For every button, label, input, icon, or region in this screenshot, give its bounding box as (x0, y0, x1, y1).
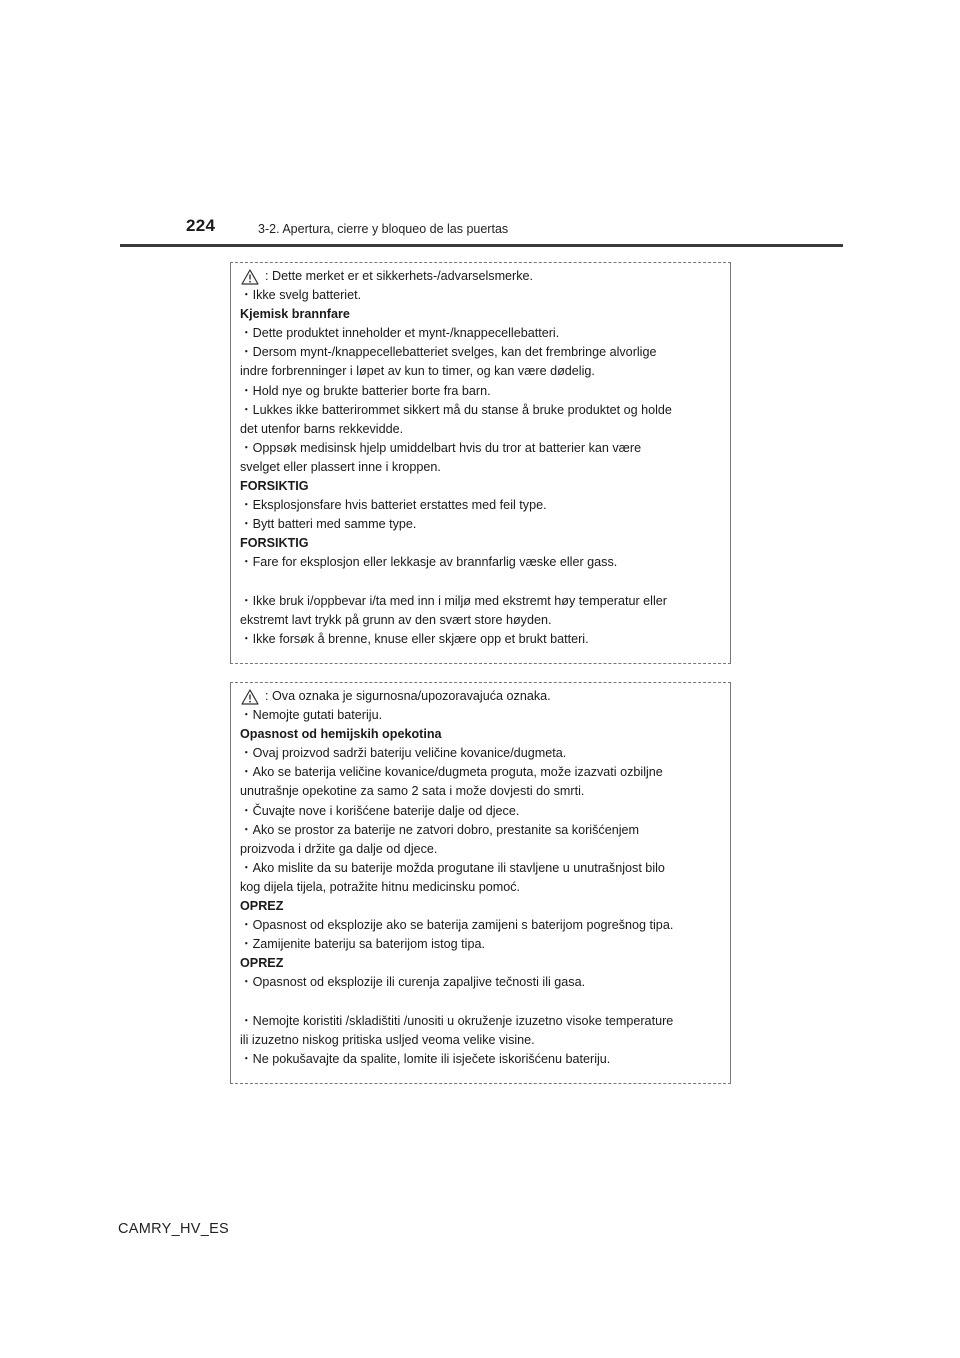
warning-box-croatian (230, 682, 731, 1084)
warning-heading: Kjemisk brannfare (240, 307, 350, 322)
warning-mark-text: : Dette merket er et sikkerhets-/advarselsmerke. (265, 269, 534, 283)
warning-text-line: ・Zamijenite bateriju sa baterijom istog tipa. (240, 937, 485, 952)
warning-text-line: ili izuzetno niskog pritiska usljed veoma velike visine. (240, 1032, 535, 1047)
warning-text-line: ・Ako se baterija veličine kovanice/dugmeta proguta, može izazvati ozbiljne (240, 765, 663, 780)
warning-text-line: ・Dette produktet inneholder et mynt-/knappecellebatteri. (240, 326, 560, 341)
warning-text-line: indre forbrenninger i løpet av kun to timer, og kan være dødelig. (240, 364, 595, 379)
warning-text-line: ・Hold nye og brukte batterier borte fra barn. (240, 383, 491, 398)
warning-text-line: svelget eller plassert inne i kroppen. (240, 459, 441, 474)
warning-text-line: ・Opasnost od eksplozije ako se baterija zamijeni s baterijom pogrešnog tipa. (240, 918, 674, 933)
warning-text-line: ・Ikke forsøk å brenne, knuse eller skjære opp et brukt batteri. (240, 631, 589, 646)
warning-text-line: ・Bytt batteri med samme type. (240, 517, 417, 532)
warning-text-line: ・Ovaj proizvod sadrži bateriju veličine kovanice/dugmeta. (240, 746, 567, 761)
footer-model: CAMRY_HV_ES (118, 1221, 230, 1237)
warning-box-content (240, 267, 722, 649)
warning-box-norwegian (230, 262, 731, 664)
warning-mark-text: : Ova oznaka je sigurnosna/upozoravajuća oznaka. (265, 689, 551, 703)
warning-mark-line (240, 267, 722, 286)
blank-line (240, 993, 722, 1012)
warning-text-line: ・Ikke bruk i/oppbevar i/ta med inn i miljø med ekstremt høy temperatur eller (240, 593, 667, 608)
section-title: 3-2. Apertura, cierre y bloqueo de las puertas (258, 222, 509, 236)
warning-box-content (240, 687, 722, 1069)
warning-text-line: proizvoda i držite ga dalje od djece. (240, 841, 438, 856)
header-rule (120, 244, 843, 247)
warning-text-line: ・Dersom mynt-/knappecellebatteriet svelges, kan det frembringe alvorlige (240, 345, 657, 360)
warning-heading: OPREZ (240, 899, 284, 914)
warning-heading: OPREZ (240, 956, 284, 971)
warning-text-line: ・Fare for eksplosjon eller lekkasje av brannfarlig væske eller gass. (240, 555, 618, 570)
warning-text-line: det utenfor barns rekkevidde. (240, 421, 404, 436)
warning-text-line: ・Ako se prostor za baterije ne zatvori dobro, prestanite sa korišćenjem (240, 822, 639, 837)
page-number: 224 (186, 216, 216, 235)
warning-text-line: ・Ako mislite da su baterije možda progutane ili stavljene u unutrašnjost bilo (240, 860, 665, 875)
warning-text-line: ・Čuvajte nove i korišćene baterije dalje od djece. (240, 803, 520, 818)
warning-text-line: ・Eksplosjonsfare hvis batteriet erstattes med feil type. (240, 498, 547, 513)
warning-text-line: unutrašnje opekotine za samo 2 sata i može dovjesti do smrti. (240, 784, 585, 799)
warning-triangle-icon (241, 689, 259, 705)
warning-heading: Opasnost od hemijskih opekotina (240, 727, 442, 742)
warning-text-line: kog dijela tijela, potražite hitnu medicinsku pomoć. (240, 879, 521, 894)
warning-triangle-icon (241, 269, 259, 285)
warning-text-line: ・Oppsøk medisinsk hjelp umiddelbart hvis du tror at batterier kan være (240, 440, 642, 455)
warning-text-line: ekstremt lavt trykk på grunn av den svært store høyden. (240, 612, 552, 627)
warning-text-line: ・Opasnost od eksplozije ili curenja zapaljive tečnosti ili gasa. (240, 975, 586, 990)
warning-heading: FORSIKTIG (240, 536, 309, 551)
warning-mark-line (240, 687, 722, 706)
warning-text-line: ・Lukkes ikke batterirommet sikkert må du stanse å bruke produktet og holde (240, 402, 672, 417)
warning-heading: FORSIKTIG (240, 479, 309, 494)
warning-text-line: ・Ne pokušavajte da spalite, lomite ili isječete iskorišćenu bateriju. (240, 1051, 611, 1066)
blank-line (240, 573, 722, 592)
warning-text-line: ・Ikke svelg batteriet. (240, 288, 362, 303)
warning-text-line: ・Nemojte koristiti /skladištiti /unositi u okruženje izuzetno visoke temperature (240, 1013, 674, 1028)
warning-text-line: ・Nemojte gutati bateriju. (240, 708, 383, 723)
